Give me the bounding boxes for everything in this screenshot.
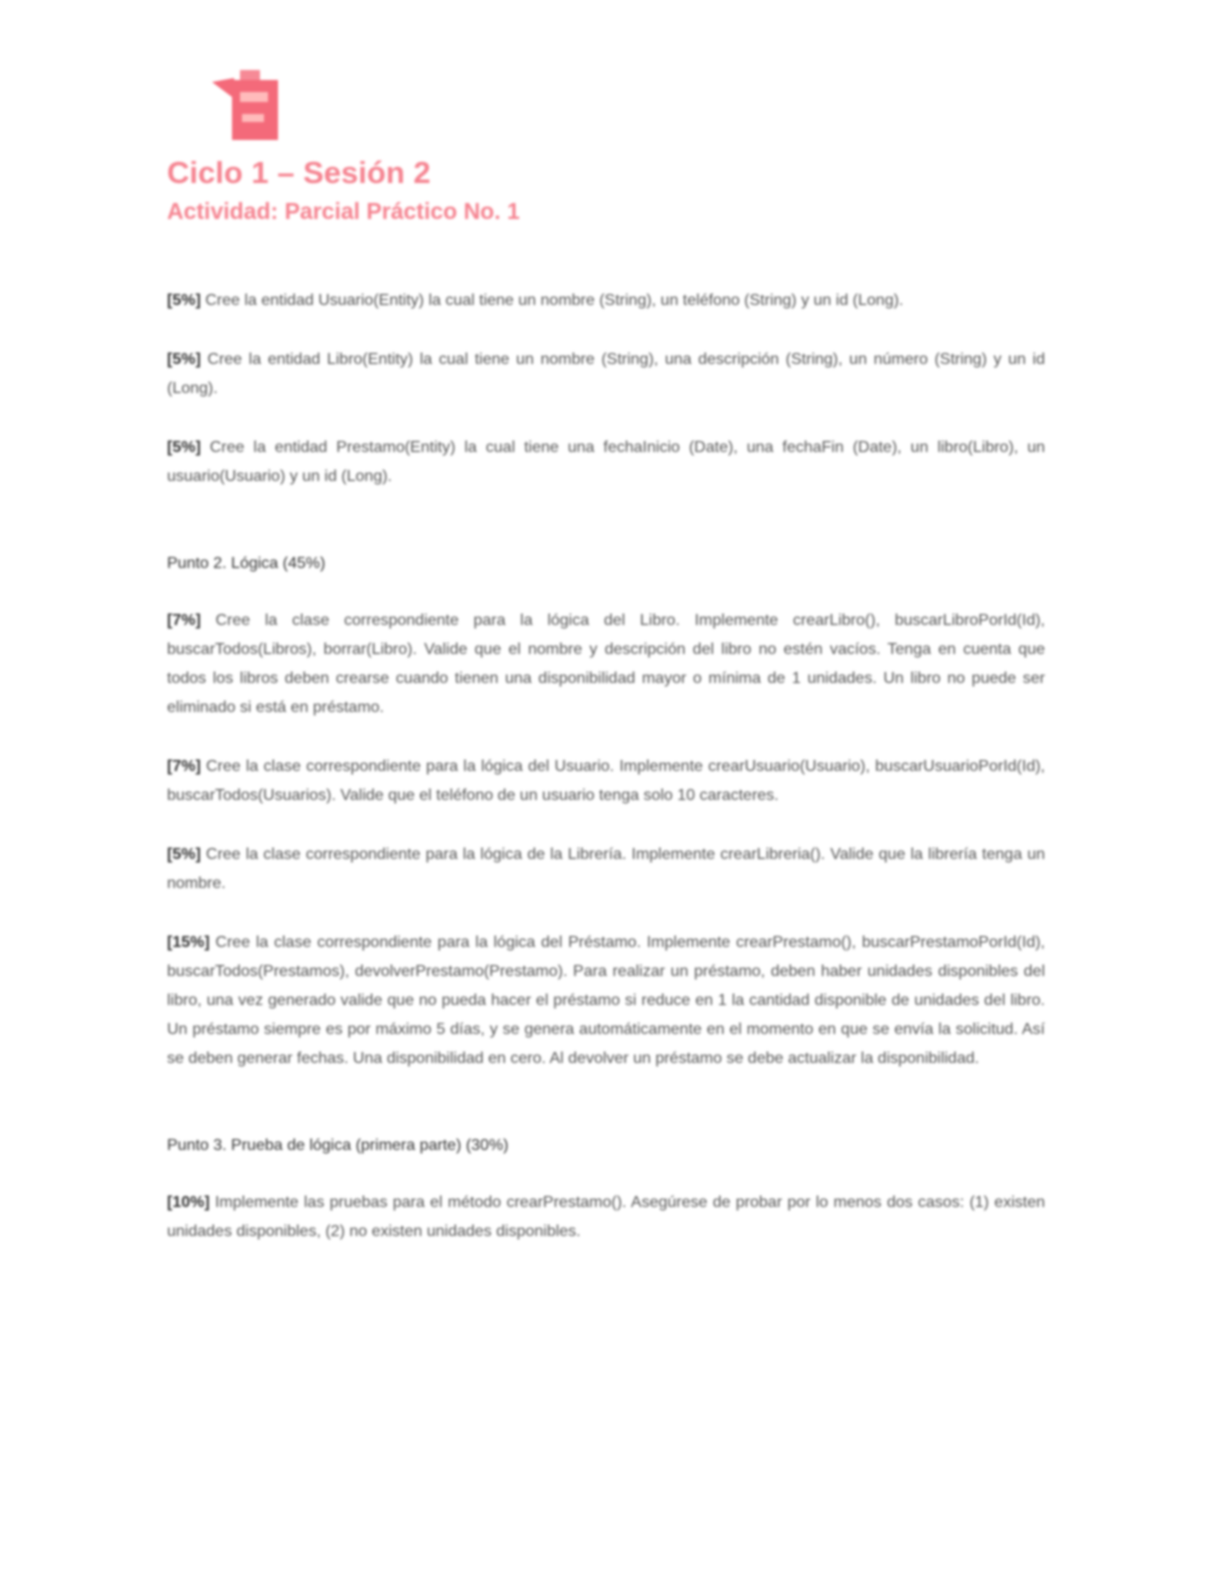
paragraph-text: Cree la clase correspondiente para la lógica del Libro. Implemente crearLibro(), buscarLibroPorId(Id), buscarTodos(Libros), borrar(Libro). Valide que el nombre y descripción del libro no estén vacíos. Tenga en cuenta que todos los libros deben crearse cuando tienen una disponibilidad mayor o mínima de 1 unidades. Un libro no puede ser eliminado si está en préstamo.: [167, 612, 1045, 716]
document-subtitle: Actividad: Parcial Práctico No. 1: [167, 198, 520, 224]
instruction-paragraph: [167, 286, 1045, 315]
paragraph-text: Cree la entidad Prestamo(Entity) la cual tiene una fechaInicio (Date), una fechaFin (Date), un libro(Libro), un usuario(Usuario) y un id (Long).: [167, 439, 1045, 485]
instruction-paragraph: [167, 606, 1045, 722]
paragraph-text: Implemente las pruebas para el método crearPrestamo(). Asegúrese de probar por lo menos dos casos: (1) existen unidades disponibles, (2) no existen unidades disponibles.: [167, 1194, 1045, 1240]
weight-tag: [15%]: [167, 934, 210, 951]
weight-tag: [5%]: [167, 439, 201, 456]
paragraph-text: Cree la entidad Usuario(Entity) la cual tiene un nombre (String), un teléfono (String) y un id (Long).: [200, 292, 904, 309]
instruction-paragraph: [167, 840, 1045, 898]
instruction-paragraph: [167, 928, 1045, 1073]
paragraph-text: Cree la clase correspondiente para la lógica del Préstamo. Implemente crearPrestamo(), buscarPrestamoPorId(Id), buscarTodos(Prestamos), devolverPrestamo(Prestamo). Para realizar un préstamo, deben haber unidades disponibles del libro, una vez generado valide que no pueda hacer el préstamo si reduce en 1 la cantidad disponible de unidades del libro. Un préstamo siempre es por máximo 5 días, y se genera automáticamente en el momento en que se envía la solicitud. Así se deben generar fechas. Una disponibilidad en cero. Al devolver un préstamo se debe actualizar la disponibilidad.: [167, 934, 1045, 1067]
weight-tag: [7%]: [167, 758, 201, 775]
instruction-paragraph: [167, 433, 1045, 491]
instruction-paragraph: [167, 752, 1045, 810]
document-body: [167, 286, 1045, 1276]
section-heading: Punto 2. Lógica (45%): [167, 555, 326, 572]
university-logo-icon: [212, 70, 280, 142]
weight-tag: [10%]: [167, 1194, 210, 1211]
weight-tag: [5%]: [167, 292, 201, 309]
weight-tag: [5%]: [167, 846, 201, 863]
paragraph-text: Cree la clase correspondiente para la lógica de la Librería. Implemente crearLibreria(). Valide que la librería tenga un nombre.: [167, 846, 1045, 892]
paragraph-text: Cree la entidad Libro(Entity) la cual tiene un nombre (String), una descripción (String), un número (String) y un id (Long).: [167, 351, 1045, 397]
weight-tag: [7%]: [167, 612, 201, 629]
instruction-paragraph: [167, 1188, 1045, 1246]
section-heading: Punto 3. Prueba de lógica (primera parte) (30%): [167, 1137, 509, 1154]
document-title: Ciclo 1 – Sesión 2: [167, 155, 431, 190]
weight-tag: [5%]: [167, 351, 201, 368]
instruction-paragraph: [167, 345, 1045, 403]
paragraph-text: Cree la clase correspondiente para la lógica del Usuario. Implemente crearUsuario(Usuario), buscarUsuarioPorId(Id), buscarTodos(Usuarios). Valide que el teléfono de un usuario tenga solo 10 caracteres.: [167, 758, 1045, 804]
